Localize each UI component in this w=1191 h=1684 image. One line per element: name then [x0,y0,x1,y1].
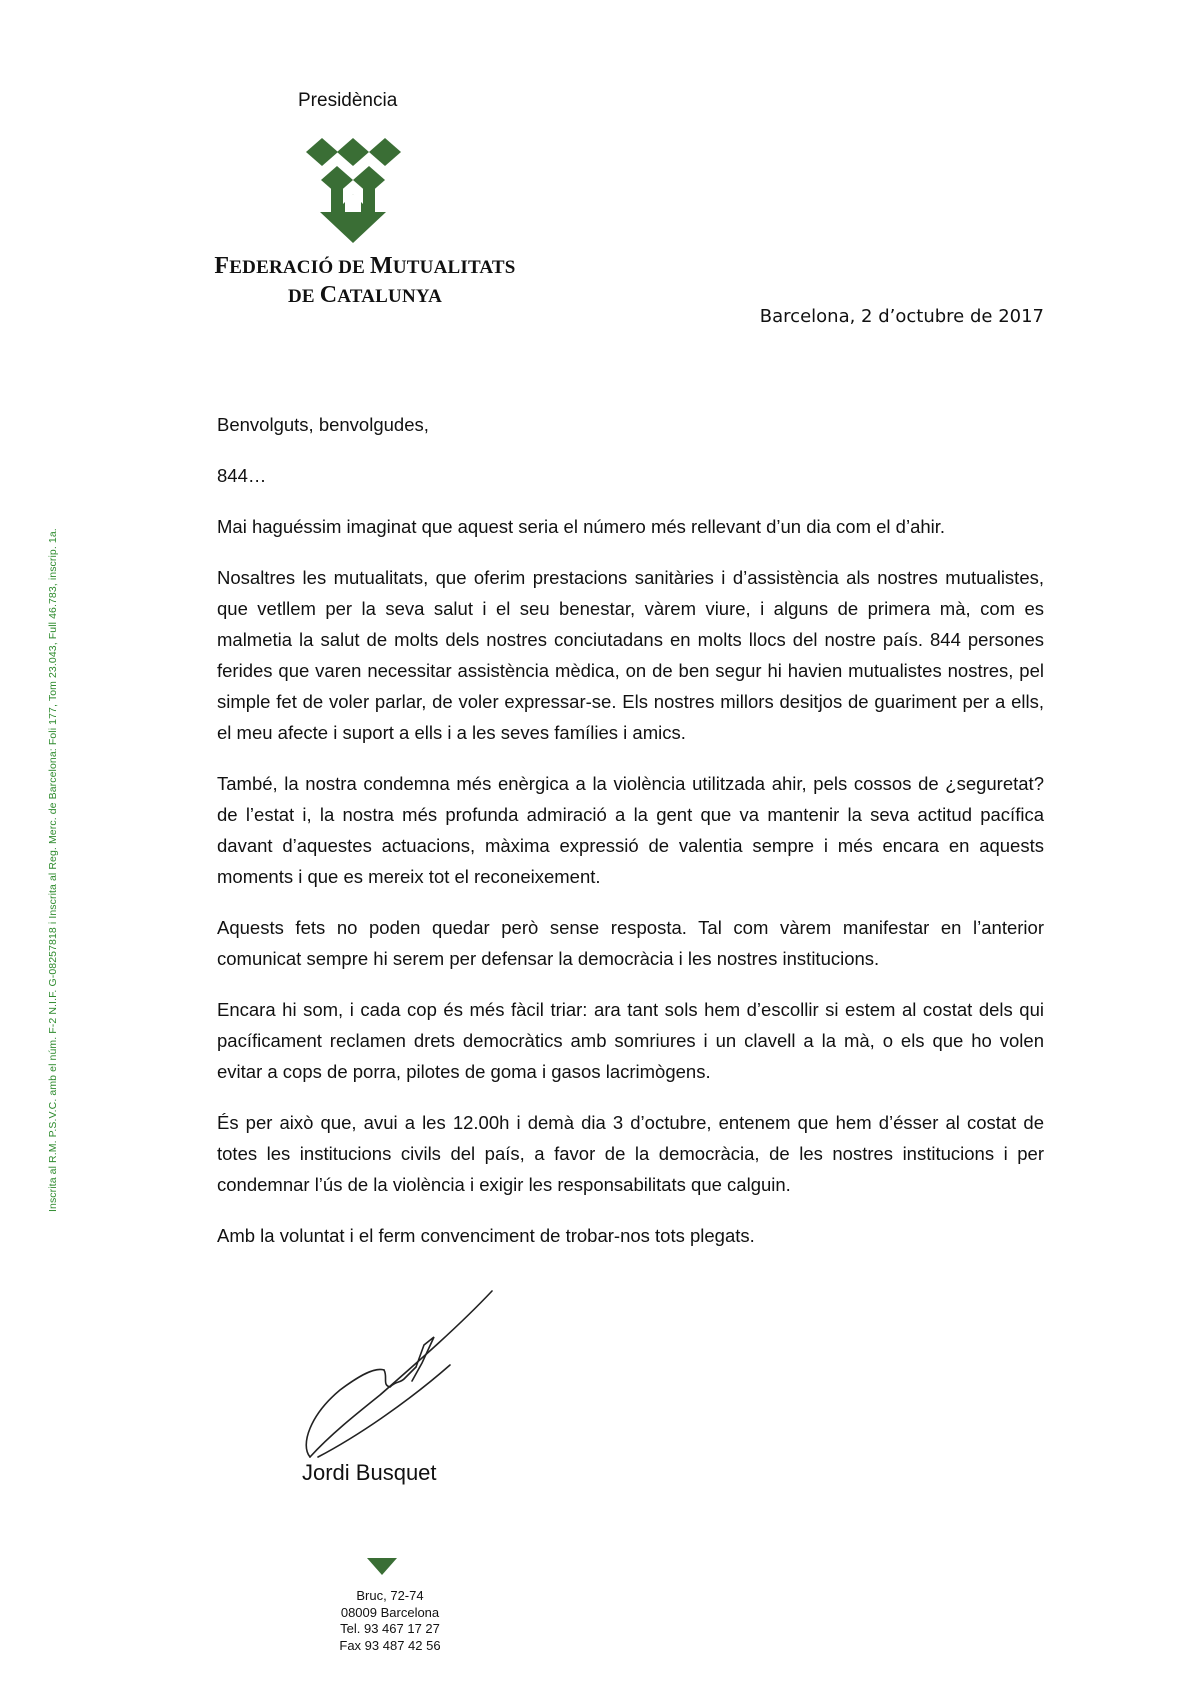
letter-paragraph: Encara hi som, i cada cop és més fàcil triar: ara tant sols hem d’escollir si estem al costat dels qui pacíficament reclamen drets democràtics amb somriures i un clavell a la mà, o els que ho volen evitar a cops de porra, pilotes de goma i gasos lacrimògens. [217,999,1044,1082]
letter-date: Barcelona, 2 d’octubre de 2017 [759,306,1044,327]
footer-fax: Fax 93 487 42 56 [339,1637,441,1653]
department-label: Presidència [298,90,398,111]
signatory-name: Jordi Busquet [302,1460,437,1485]
footer-arrow-icon [367,1558,397,1575]
letter-paragraph: Amb la voluntat i el ferm convenciment de trobar-nos tots plegats. [217,1225,755,1246]
footer-address-city: 08009 Barcelona [340,1604,440,1620]
letter-paragraph: Nosaltres les mutualitats, que oferim prestacions sanitàries i d’assistència als nostres mutualistes, que vetllem per la seva salut i el seu benestar, vàrem viure, i alguns de primera mà, com es malmetia la salut de molts dels nostres conciutadans en molts llocs del nostre país. 844 persones ferides que varen necessitar assistència mèdica, on de ben segur hi havien mutualistes nostres, pel simple fet de voler parlar, de voler expressar-se. Els nostres millors desitjos de guariment per a ells, el meu afecte i suport a ells i a les seves famílies i amics. [217,567,1044,743]
footer-address-street: Bruc, 72-74 [356,1588,424,1603]
letter-paragraph: Aquests fets no poden quedar però sense resposta. Tal com vàrem manifestar en l’anterior comunicat sempre hi serem per defensar la democràcia i les nostres institucions. [217,917,1044,969]
letter-paragraph: 844… [217,465,267,486]
letter-greeting: Benvolguts, benvolgudes, [217,414,429,435]
letter-paragraph: És per això que, avui a les 12.00h i demà dia 3 d’octubre, entenem que hem d’ésser al costat de totes les institucions civils del país, a favor de la democràcia, de les nostres institucions i per condemnar l’ús de la violència i exigir les responsabilitats que calguin. [217,1112,1044,1195]
side-legal-text: Inscrita al R.M. P.S.V.C. amb el núm. F-2 N.I.F. G-08257818 i Inscrita al Reg. Merc. de Barcelona: Foli 177, Tom 23.043, Full 46.783, inscrip. 1a. [47,528,59,1212]
organization-name [190,253,540,311]
letter-paragraph: També, la nostra condemna més enèrgica a la violència utilitzada ahir, pels cossos de ¿seguretat? de l’estat i, la nostra més profunda admiració a la gent que va mantenir la seva actitud pacífica davant d’aquestes actuacions, màxima expressió de valentia sempre i més encara en aquests moments i que es mereix tot el reconeixement. [217,773,1044,887]
org-name-line2: DE CATALUNYA [287,282,442,308]
handwritten-signature-icon [300,1285,520,1480]
footer-contact [310,1588,470,1654]
org-name-line1: FEDERACIÓ DE MUTUALITATS [214,253,516,279]
letter-paragraph: Mai haguéssim imaginat que aquest seria el número més rellevant d’un dia com el d’ahir. [217,516,946,537]
mutualitats-logo-icon [300,132,420,252]
footer-phone: Tel. 93 467 17 27 [340,1621,440,1636]
letter-body [217,409,1044,1271]
